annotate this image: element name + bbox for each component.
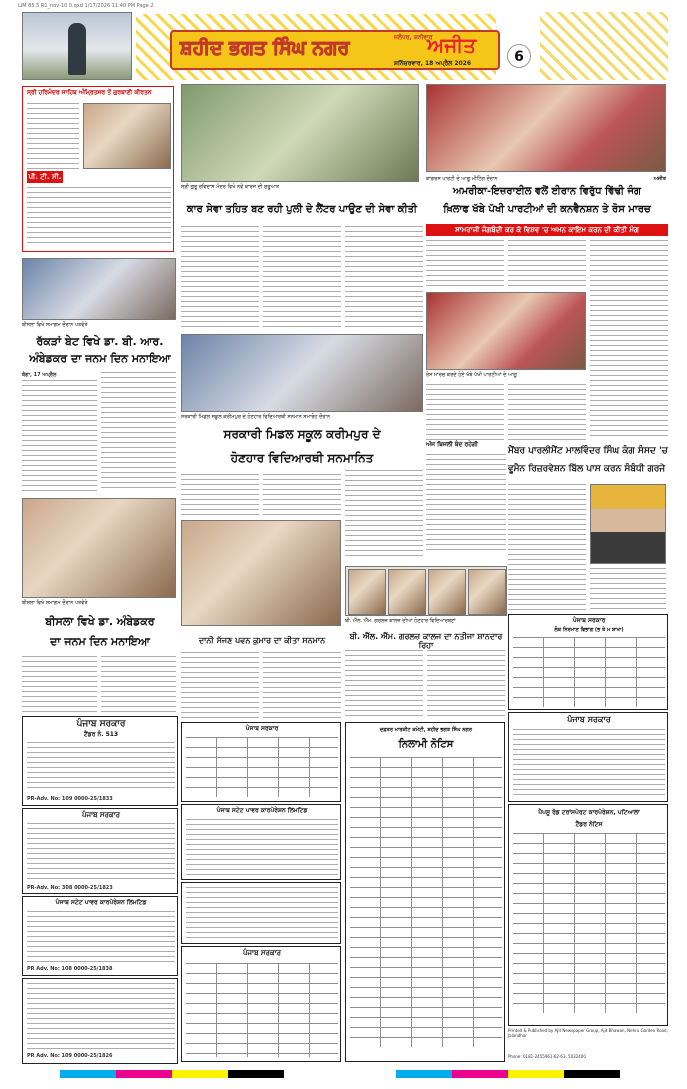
war-col2 bbox=[508, 240, 586, 290]
war-col1b bbox=[426, 384, 504, 440]
congress-meeting-photo bbox=[426, 84, 666, 172]
donor-headline: ਦਾਨੀ ਸੱਜਣ ਪਵਨ ਕੁਮਾਰ ਦਾ ਕੀਤਾ ਸਨਮਾਨ bbox=[198, 636, 326, 645]
masthead-banner bbox=[170, 30, 500, 70]
ad-right-punjab-sarkar bbox=[508, 712, 668, 802]
auction-org: ਦਫ਼ਤਰ ਮਾਰਕੀਟ ਕਮੇਟੀ, ਸ਼ਹੀਦ ਭਗਤ ਸਿੰਘ ਨਗਰ bbox=[380, 727, 472, 733]
ad-pspcl-2 bbox=[22, 978, 178, 1064]
color-registration-bar bbox=[60, 1070, 620, 1078]
auction-table bbox=[350, 757, 502, 1047]
power-cut-body bbox=[426, 454, 506, 554]
ad1-tender: ਟੈਂਡਰ ਨੰ. 513 bbox=[83, 731, 119, 738]
college-col1 bbox=[345, 650, 423, 716]
ad-center-3 bbox=[181, 882, 341, 944]
protest-photo bbox=[426, 292, 586, 370]
protest-caption: ਰੋਸ ਮਾਰਚ ਕਰਦੇ ਹੋਏ ਖੱਬੇ ਪੱਖੀ ਪਾਰਟੀਆਂ ਦੇ ਆਗੂ bbox=[426, 372, 517, 378]
ad-punjab-sarkar-1 bbox=[22, 716, 178, 806]
center-ad3-body bbox=[186, 887, 338, 941]
imprint-phone: Phone: 0181-2455961-62-63, 5032400 bbox=[508, 1054, 586, 1059]
war-col1 bbox=[426, 240, 504, 290]
school-headline-1: ਸਰਕਾਰੀ ਮਿਡਲ ਸਕੂਲ ਕਰੀਮਪੁਰ ਦੇ bbox=[223, 427, 381, 441]
ad4-body bbox=[27, 983, 175, 1049]
kar-sewa-col2 bbox=[263, 226, 341, 330]
left-photo-caption: ਬੀਸਲਾ ਵਿਖੇ ਸਮਾਗਮ ਦੌਰਾਨ ਪਤਵੰਤੇ bbox=[22, 322, 88, 328]
center-ad4-table bbox=[186, 963, 338, 1057]
mp-col1 bbox=[508, 484, 586, 610]
center-ad1-title: ਪੰਜਾਬ ਸਰਕਾਰ bbox=[245, 725, 279, 732]
kar-sewa-caption: ਸ੍ਰੀ ਗੁਰੂ ਰਵਿਦਾਸ ਮੰਦਰ ਵਿਖੇ ਨਵੇਂ ਕਾਰਜ ਦੀ ਸ਼ੁਰੂਆਤ bbox=[181, 184, 280, 190]
bisla-body-col2 bbox=[101, 656, 176, 712]
kar-sewa-col3 bbox=[345, 226, 423, 330]
school-caption: ਸਰਕਾਰੀ ਮਿਡਲ ਸਕੂਲ ਕਰੀਮਪੁਰ ਦੇ ਹੋਣਹਾਰ ਵਿਦਿਆਰਥੀ ਸਨਮਾਨ ਸਮਾਰੋਹ ਦੌਰਾਨ bbox=[181, 414, 331, 420]
prtc-sub: ਟੈਂਡਰ ਨੋਟਿਸ bbox=[575, 821, 603, 828]
imprint-box bbox=[508, 1028, 668, 1062]
right-ad1-sub: ਲੋਕ ਨਿਰਮਾਣ ਵਿਭਾਗ (ਭ ਤੇ ਮ ਸ਼ਾਖਾ) bbox=[554, 627, 624, 633]
ad2-title: ਪੰਜਾਬ ਸਰਕਾਰ bbox=[81, 811, 120, 819]
ad-auction-notice bbox=[345, 722, 505, 1062]
school-photo bbox=[181, 334, 423, 412]
bisla-headline-1: ਬੀਸਲਾ ਵਿਖੇ ਡਾ. ਅੰਬੇਡਕਰ bbox=[45, 615, 155, 628]
student-photo-3 bbox=[428, 569, 466, 615]
prtc-table bbox=[513, 833, 665, 1013]
ad3-body bbox=[27, 911, 175, 963]
ad1-title: ਪੰਜਾਬ ਸਰਕਾਰ bbox=[76, 719, 126, 729]
war-headline-2: ਖ਼ਿਲਾਫ ਖੱਬੇ ਪੱਖੀ ਪਾਰਟੀਆਂ ਦੀ ਕਨਵੈਨਸ਼ਨ ਤੇ ਰੋਸ ਮਾਰਚ bbox=[443, 204, 651, 215]
congress-caption: ਕਾਂਗਰਸ ਪਾਰਟੀ ਦੇ ਆਗੂ ਮੀਟਿੰਗ ਦੌਰਾਨ bbox=[426, 176, 498, 182]
raakran-body-col1 bbox=[22, 380, 97, 492]
power-cut-head: ਅੱਜ ਬਿਜਲੀ ਬੰਦ ਰਹੇਗੀ bbox=[426, 441, 478, 448]
college-caption: ਬੀ. ਐੱਲ. ਐੱਮ. ਗਰਲਜ਼ ਕਾਲਜ ਦੀਆਂ ਹੋਣਹਾਰ ਵਿਦਿਆਰਥਣਾਂ bbox=[345, 618, 456, 624]
war-headline-1: ਅਮਰੀਕਾ-ਇਜ਼ਰਾਈਲ ਵਲੋਂ ਈਰਾਨ ਵਿਰੁੱਧ ਵਿੱਢੀ ਜੰਗ bbox=[452, 186, 642, 197]
ad3-pr-no: PR Adv. No: 108 0000-25/1838 bbox=[27, 966, 113, 972]
center-ad4-title: ਪੰਜਾਬ ਸਰਕਾਰ bbox=[242, 949, 281, 957]
bisla-caption: ਬੀਸਲਾ ਵਿਖੇ ਸਮਾਗਮ ਦੌਰਾਨ ਪਤਵੰਤੇ bbox=[22, 600, 88, 606]
brand-logo: ਅਜੀਤ bbox=[427, 33, 477, 57]
college-col2 bbox=[427, 650, 505, 716]
war-col2b bbox=[508, 384, 586, 440]
college-body bbox=[345, 470, 423, 560]
ad4-pr-no: PR Adv. No: 109 0000-25/1826 bbox=[27, 1053, 113, 1059]
right-ad2-title: ਪੰਜਾਬ ਸਰਕਾਰ bbox=[567, 715, 611, 724]
ad1-pr-no: PR-Adv. No: 109 0000-25/1833 bbox=[27, 796, 113, 802]
masthead-statue-photo bbox=[22, 12, 132, 80]
promo-title: ਸ੍ਰੀ ਹਰਿਮੰਦਰ ਸਾਹਿਬ ਅੰਮ੍ਰਿਤਸਰ ਤੋਂ ਗੁਰਬਾਣੀ ਕੀਰਤਨ bbox=[27, 89, 152, 96]
masthead-pattern-right bbox=[540, 12, 668, 80]
right-ad1-title: ਪੰਜਾਬ ਸਰਕਾਰ bbox=[572, 617, 606, 624]
donor-col2 bbox=[263, 652, 341, 718]
donor-col1 bbox=[181, 652, 259, 718]
mp-portrait bbox=[590, 484, 666, 564]
imprint-credit: Printed & Published by Ajit Newspaper Group, Ajit Bhawan, Nehru Garden Road, Jalandhar bbox=[508, 1028, 668, 1038]
student-photo-1 bbox=[348, 569, 386, 615]
school-col2 bbox=[263, 474, 341, 516]
golden-temple-photo bbox=[83, 103, 171, 169]
right-ad2-body bbox=[513, 729, 665, 799]
raakran-byline: ਬੰਗਾ, 17 ਅਪ੍ਰੈਲ bbox=[22, 372, 57, 378]
promo-body bbox=[27, 187, 171, 247]
kar-sewa-photo bbox=[181, 84, 419, 182]
ptc-badge: ਪੀ. ਟੀ. ਸੀ. bbox=[28, 173, 62, 181]
center-ad2-body bbox=[186, 819, 338, 877]
school-col1 bbox=[181, 474, 259, 516]
kar-sewa-col1 bbox=[181, 226, 259, 330]
war-col3 bbox=[590, 240, 668, 440]
raakran-body-col2 bbox=[101, 372, 176, 492]
kar-sewa-headline: ਕਾਰ ਸੇਵਾ ਤਹਿਤ ਬਣ ਰਹੀ ਪੁਲੀ ਦੇ ਲੈਂਟਰ ਪਾਉਣ ਦੀ ਸੇਵਾ ਕੀਤੀ bbox=[186, 204, 418, 215]
ad2-body bbox=[27, 823, 175, 883]
city-title: ਸ਼ਹੀਦ ਭਗਤ ਸਿੰਘ ਨਗਰ bbox=[180, 37, 350, 59]
ad2-pr-no: PR-Adv. No: 308 0000-25/1823 bbox=[27, 885, 113, 891]
ad1-body bbox=[27, 742, 175, 792]
student-photo-4 bbox=[468, 569, 506, 615]
war-kicker: ਸਾਮਰਾਜੀ ਜੰਗਬੰਦੀ ਕਰ ਕੇ ਵਿਸ਼ਵ 'ਚ ਅਮਨ ਕਾਇਮ ਕਰਨ ਦੀ ਕੀਤੀ ਮੰਗ bbox=[426, 224, 668, 236]
ambedkar-event-photo-1 bbox=[22, 258, 176, 320]
ad-prtc-patiala bbox=[508, 804, 668, 1026]
congress-caption-tag: ਅਜੀਤ bbox=[653, 176, 666, 182]
donor-photo bbox=[181, 520, 341, 626]
auction-title: ਨਿਲਾਮੀ ਨੋਟਿਸ bbox=[398, 739, 454, 750]
issue-date: ਸ਼ਨਿੱਚਰਵਾਰ, 18 ਅਪ੍ਰੈਲ 2026 bbox=[394, 60, 472, 67]
edition-label: ਜਲੰਧਰ, ਸ਼ਨੀਵਾਰ bbox=[394, 34, 433, 41]
page-number: 6 bbox=[507, 44, 531, 68]
school-headline-2: ਹੋਣਹਾਰ ਵਿਦਿਆਰਥੀ ਸਨਮਾਨਿਤ bbox=[230, 451, 374, 465]
statue-figure bbox=[68, 23, 86, 75]
center-ad2-title: ਪੰਜਾਬ ਸਟੇਟ ਪਾਵਰ ਕਾਰਪੋਰੇਸ਼ਨ ਲਿਮਟਿਡ bbox=[216, 807, 308, 814]
ad-punjab-sarkar-2 bbox=[22, 808, 178, 894]
ad-right-shelter bbox=[508, 614, 668, 710]
promo-text bbox=[27, 103, 79, 169]
student-photo-2 bbox=[388, 569, 426, 615]
mp-headline-1: ਮੈਂਬਰ ਪਾਰਲੀਮੈਂਟ ਮਾਲਵਿੰਦਰ ਸਿੰਘ ਕੰਗ ਸੰਸਦ 'ਚ bbox=[508, 446, 668, 456]
ad-pspcl-1 bbox=[22, 896, 178, 976]
bisla-body-col1 bbox=[22, 656, 97, 712]
college-students-photos bbox=[345, 566, 507, 616]
right-ad1-table bbox=[513, 637, 665, 707]
ad3-title: ਪੰਜਾਬ ਸਟੇਟ ਪਾਵਰ ਕਾਰਪੋਰੇਸ਼ਨ ਲਿਮਟਿਡ bbox=[55, 899, 147, 906]
prtc-title: ਪੈਪਸੂ ਰੋਡ ਟਰਾਂਸਪੋਰਟ ਕਾਰਪੋਰੇਸ਼ਨ, ਪਟਿਆਲਾ bbox=[538, 809, 640, 816]
center-ad1-table bbox=[186, 737, 338, 797]
ad-pspcl-center bbox=[181, 722, 341, 802]
promo-box bbox=[22, 86, 174, 252]
mp-col2 bbox=[590, 568, 666, 610]
bisla-headline-2: ਦਾ ਜਨਮ ਦਿਨ ਮਨਾਇਆ bbox=[50, 635, 150, 648]
raakran-headline-2: ਅੰਬੇਡਕਰ ਦਾ ਜਨਮ ਦਿਨ ਮਨਾਇਆ bbox=[29, 352, 171, 365]
raakran-headline-1: ਰੱਕੜਾਂ ਬੇਟ ਵਿਖੇ ਡਾ. ਬੀ. ਆਰ. bbox=[36, 335, 164, 348]
ad-center-4 bbox=[181, 946, 341, 1062]
college-headline: ਬੀ. ਐੱਲ. ਐੱਮ. ਗਰਲਜ਼ ਕਾਲਜ ਦਾ ਨਤੀਜਾ ਸ਼ਾਨਦਾਰ ਰਿਹਾ bbox=[349, 632, 503, 651]
ad-center-2 bbox=[181, 804, 341, 880]
print-slug: LIM 85.5 R1_nov-10 0.qxd 1/17/2026 11:40 PM Page 2 bbox=[18, 3, 154, 9]
mp-headline-2: ਵੂਮੈਨ ਰਿਜ਼ਰਵੇਸ਼ਨ ਬਿੱਲ ਪਾਸ ਕਰਨ ਸੰਬੰਧੀ ਗਰਜੇ bbox=[508, 464, 666, 474]
bisla-event-photo bbox=[22, 498, 176, 598]
